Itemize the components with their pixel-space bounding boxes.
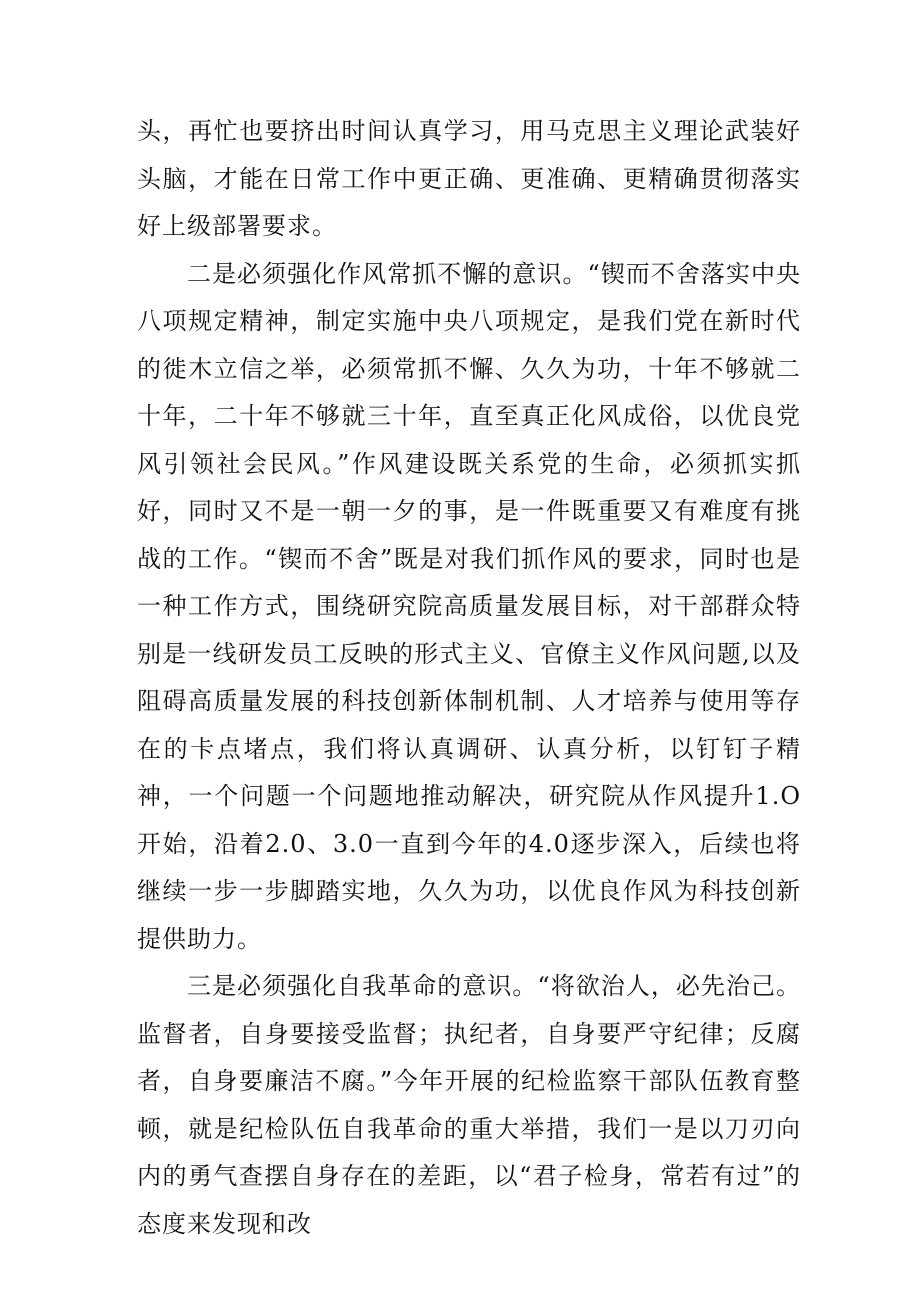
document-body xyxy=(137,108,801,1248)
paragraph-continued: 头，再忙也要挤出时间认真学习，用马克思主义理论武装好头脑，才能在日常工作中更正确、更准确、更精确贯彻落实好上级部署要求。 xyxy=(137,117,801,240)
paragraph-style-awareness: 二是必须强化作风常抓不懈的意识。“锲而不舍落实中央八项规定精神，制定实施中央八项规定，是我们党在新时代的徙木立信之举，必须常抓不懈、久久为功，十年不够就二十年，二十年不够就三十年，直至真正化风成俗，以优良党风引领社会民风。”作风建设既关系党的生命，必须抓实抓好，同时又不是一朝一夕的事，是一件既重要又有难度有挑战的工作。“锲而不舍”既是对我们抓作风的要求，同时也是一种工作方式，围绕研究院高质量发展目标，对干部群众特别是一线研发员工反映的形式主义、官僚主义作风问题,以及阻碍高质量发展的科技创新体制机制、人才培养与使用等存在的卡点堵点，我们将认真调研、认真分析，以钉钉子精神，一个问题一个问题地推动解决，研究院从作风提升1.O开始，沿着2.0、3.0一直到今年的4.0逐步深入，后续也将继续一步一步脚踏实地，久久为功，以优良作风为科技创新提供助力。 xyxy=(137,259,801,953)
paragraph-self-revolution: 三是必须强化自我革命的意识。“将欲治人，必先治己。监督者，自身要接受监督；执纪者，自身要严守纪律；反腐者，自身要廉洁不腐。”今年开展的纪检监察干部队伍教育整顿，就是纪检队伍自我革命的重大举措，我们一是以刀刃向内的勇气查摆自身存在的差距，以“君子检身，常若有过”的态度来发现和改 xyxy=(137,972,801,1238)
